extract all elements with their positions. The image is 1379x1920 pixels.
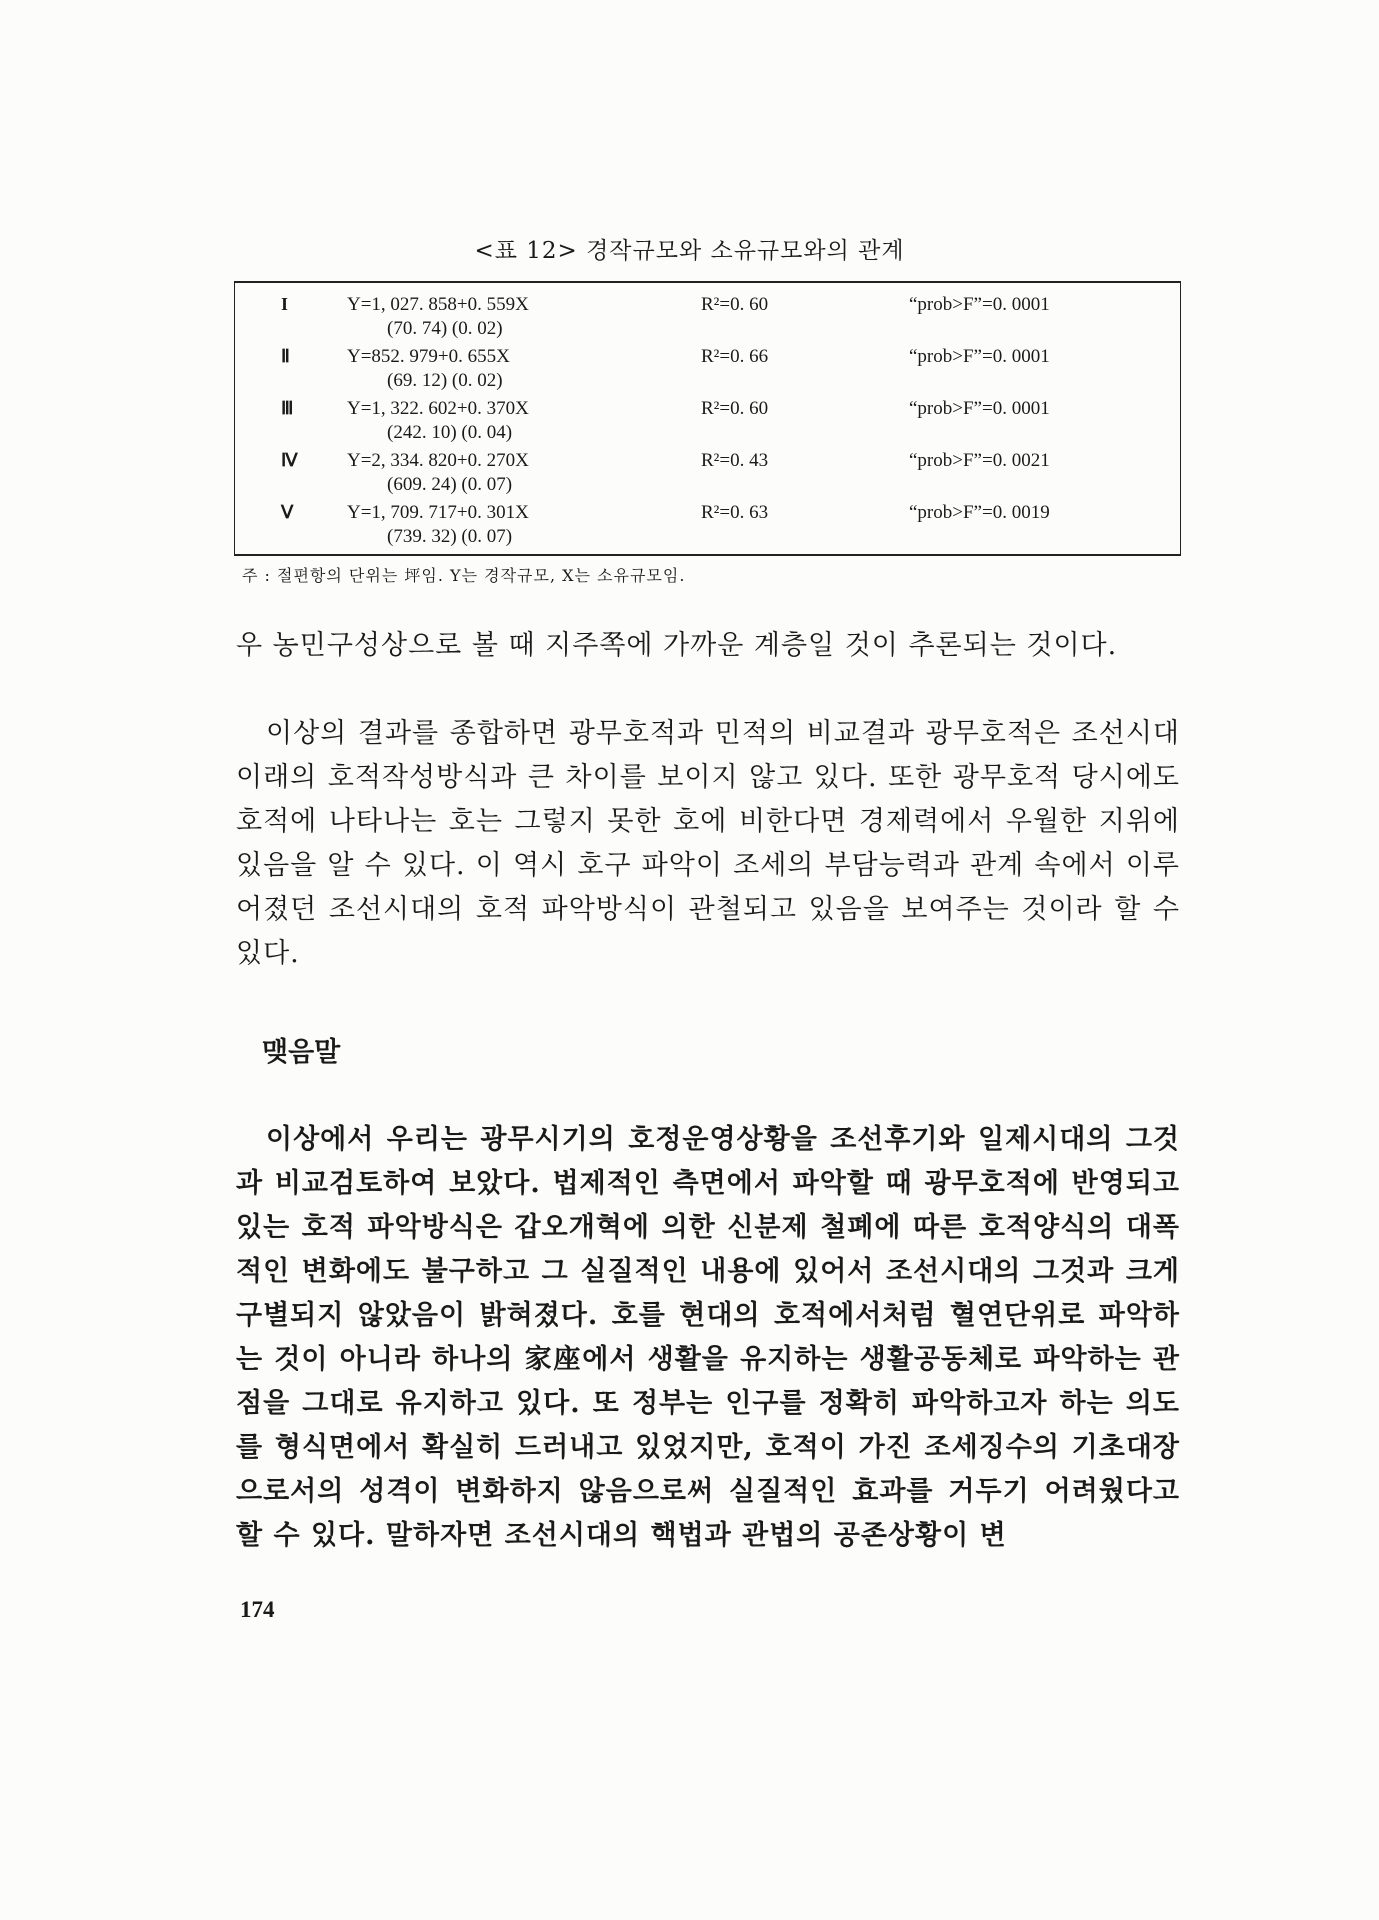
- p-value: “prob>F”=0. 0021: [909, 450, 1050, 471]
- row-number: Ⅱ: [281, 346, 290, 366]
- table-note: 주 : 절편항의 단위는 坪임. Y는 경작규모, X는 소유규모임.: [242, 566, 686, 585]
- r-squared: R²=0. 43: [701, 450, 769, 471]
- table-row: [235, 337, 1180, 389]
- p-value: “prob>F”=0. 0001: [909, 346, 1050, 367]
- regression-equation: Y=1, 709. 717+0. 301X: [347, 502, 529, 523]
- standard-errors: (609. 24) (0. 07): [387, 474, 513, 495]
- standard-errors: (69. 12) (0. 02): [387, 370, 503, 391]
- row-number: I: [281, 294, 289, 314]
- r-squared: R²=0. 63: [701, 502, 769, 523]
- page-number: 174: [240, 1597, 275, 1622]
- table-row: [235, 285, 1180, 337]
- p-value: “prob>F”=0. 0019: [909, 502, 1050, 523]
- row-number: Ⅳ: [281, 450, 298, 470]
- p-value: “prob>F”=0. 0001: [909, 398, 1050, 419]
- r-squared: R²=0. 66: [701, 346, 769, 367]
- r-squared: R²=0. 60: [701, 294, 769, 315]
- paragraph-text: 이상에서 우리는 광무시기의 호정운영상황을 조선후기와 일제시대의 그것과 비교검토하여 보았다. 법제적인 측면에서 파악할 때 광무호적에 반영되고 있는 호적 파악방식은 갑오개혁에 의한 신분제 철폐에 따른 호적양식의 대폭적인 변화에도 불구하고 그 실질적인 내용에 있어서 조선시대의 그것과 크게 구별되지 않았음이 밝혀졌다. 호를 현대의 호적에서처럼 혈연단위로 파악하는 것이 아니라 하나의 家座에서 생활을 유지하는 생활공동체로 파악하는 관점을 그대로 유지하고 있다. 또 정부는 인구를 정확히 파악하고자 하는 의도를 형식면에서 확실히 드러내고 있었지만, 호적이 가진 조세징수의 기초대장으로서의 성격이 변화하지 않음으로써 실질적인 효과를 거두기 어려웠다고 할 수 있다. 말하자면 조선시대의 핵법과 관법의 공존상황이 변: [236, 1124, 1180, 1551]
- paragraph-continuation: [236, 624, 1180, 668]
- standard-errors: (739. 32) (0. 07): [387, 526, 513, 547]
- paragraph-text: 이상의 결과를 종합하면 광무호적과 민적의 비교결과 광무호적은 조선시대 이래의 호적작성방식과 큰 차이를 보이지 않고 있다. 또한 광무호적 당시에도 호적에 나타나는 호는 그렇지 못한 호에 비한다면 경제력에서 우월한 지위에 있음을 알 수 있다. 이 역시 호구 파악이 조세의 부담능력과 관계 속에서 이루어졌던 조선시대의 호적 파악방식이 관철되고 있음을 보여주는 것이라 할 수 있다.: [236, 718, 1180, 969]
- regression-equation: Y=2, 334. 820+0. 270X: [347, 450, 529, 471]
- row-number: Ⅴ: [281, 502, 294, 522]
- regression-equation: Y=1, 322. 602+0. 370X: [347, 398, 529, 419]
- p-value: “prob>F”=0. 0001: [909, 294, 1050, 315]
- regression-equation: Y=1, 027. 858+0. 559X: [347, 294, 529, 315]
- standard-errors: (242. 10) (0. 04): [387, 422, 513, 443]
- row-number: Ⅲ: [281, 398, 294, 418]
- regression-equation: Y=852. 979+0. 655X: [347, 346, 510, 367]
- table-row: [235, 493, 1180, 545]
- section-heading: 맺음말: [262, 1037, 341, 1068]
- standard-errors: (70. 74) (0. 02): [387, 318, 503, 339]
- paragraph-text: 우 농민구성상으로 볼 때 지주쪽에 가까운 계층일 것이 추론되는 것이다.: [236, 630, 1118, 661]
- r-squared: R²=0. 60: [701, 398, 769, 419]
- regression-table: [234, 281, 1181, 556]
- table-row: [235, 441, 1180, 493]
- table-caption: <표 12> 경작규모와 소유규모와의 관계: [474, 238, 905, 264]
- paragraph-summary: [236, 712, 1180, 976]
- table-row: [235, 389, 1180, 441]
- paragraph-conclusion: [236, 1118, 1180, 1558]
